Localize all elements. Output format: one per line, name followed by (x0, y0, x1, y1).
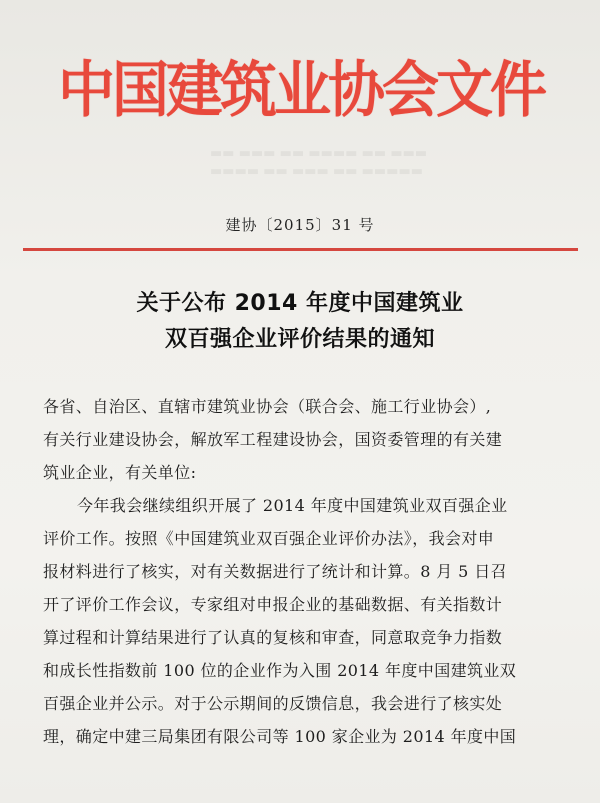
body-line: 报材料进行了核实，对有关数据进行了统计和计算。8 月 5 日召 (43, 562, 508, 581)
salutation-block (43, 390, 583, 489)
document-number: 建协〔2015〕31 号 (225, 216, 375, 234)
notice-title-line-1: 关于公布 2014 年度中国建筑业 (136, 291, 464, 316)
body-line: 百强企业并公示。对于公示期间的反馈信息，我会进行了核实处 (43, 694, 503, 713)
body-line: 和成长性指数前 100 位的企业作为入围 2014 年度中国建筑业双 (43, 661, 517, 680)
body-line: 理，确定中建三局集团有限公司等 100 家企业为 2014 年度中国 (43, 727, 517, 746)
salutation-line: 各省、自治区、直辖市建筑业协会（联合会、施工行业协会）, (43, 397, 492, 416)
show-through-text: ▬▬ ▬▬▬ ▬▬ ▬▬▬▬ ▬▬ ▬▬▬ ▬▬▬▬ ▬▬ ▬▬▬ ▬▬ ▬▬▬▬▬ (210, 146, 428, 179)
body-line: 评价工作。按照《中国建筑业双百强企业评价办法》，我会对申 (43, 529, 495, 548)
body-paragraph (43, 489, 583, 753)
document-masthead: 中国建筑业协会文件 (58, 55, 544, 126)
red-divider-line (23, 248, 578, 251)
body-line: 今年我会继续组织开展了 2014 年度中国建筑业双百强企业 (77, 496, 508, 515)
salutation-line: 筑业企业，有关单位: (43, 463, 197, 482)
notice-title-line-2: 双百强企业评价结果的通知 (164, 327, 435, 352)
salutation-line: 有关行业建设协会，解放军工程建设协会，国资委管理的有关建 (43, 430, 503, 449)
body-line: 算过程和计算结果进行了认真的复核和审查，同意取竞争力指数 (43, 628, 503, 647)
body-line: 开了评价工作会议，专家组对申报企业的基础数据、有关指数计 (43, 595, 503, 614)
